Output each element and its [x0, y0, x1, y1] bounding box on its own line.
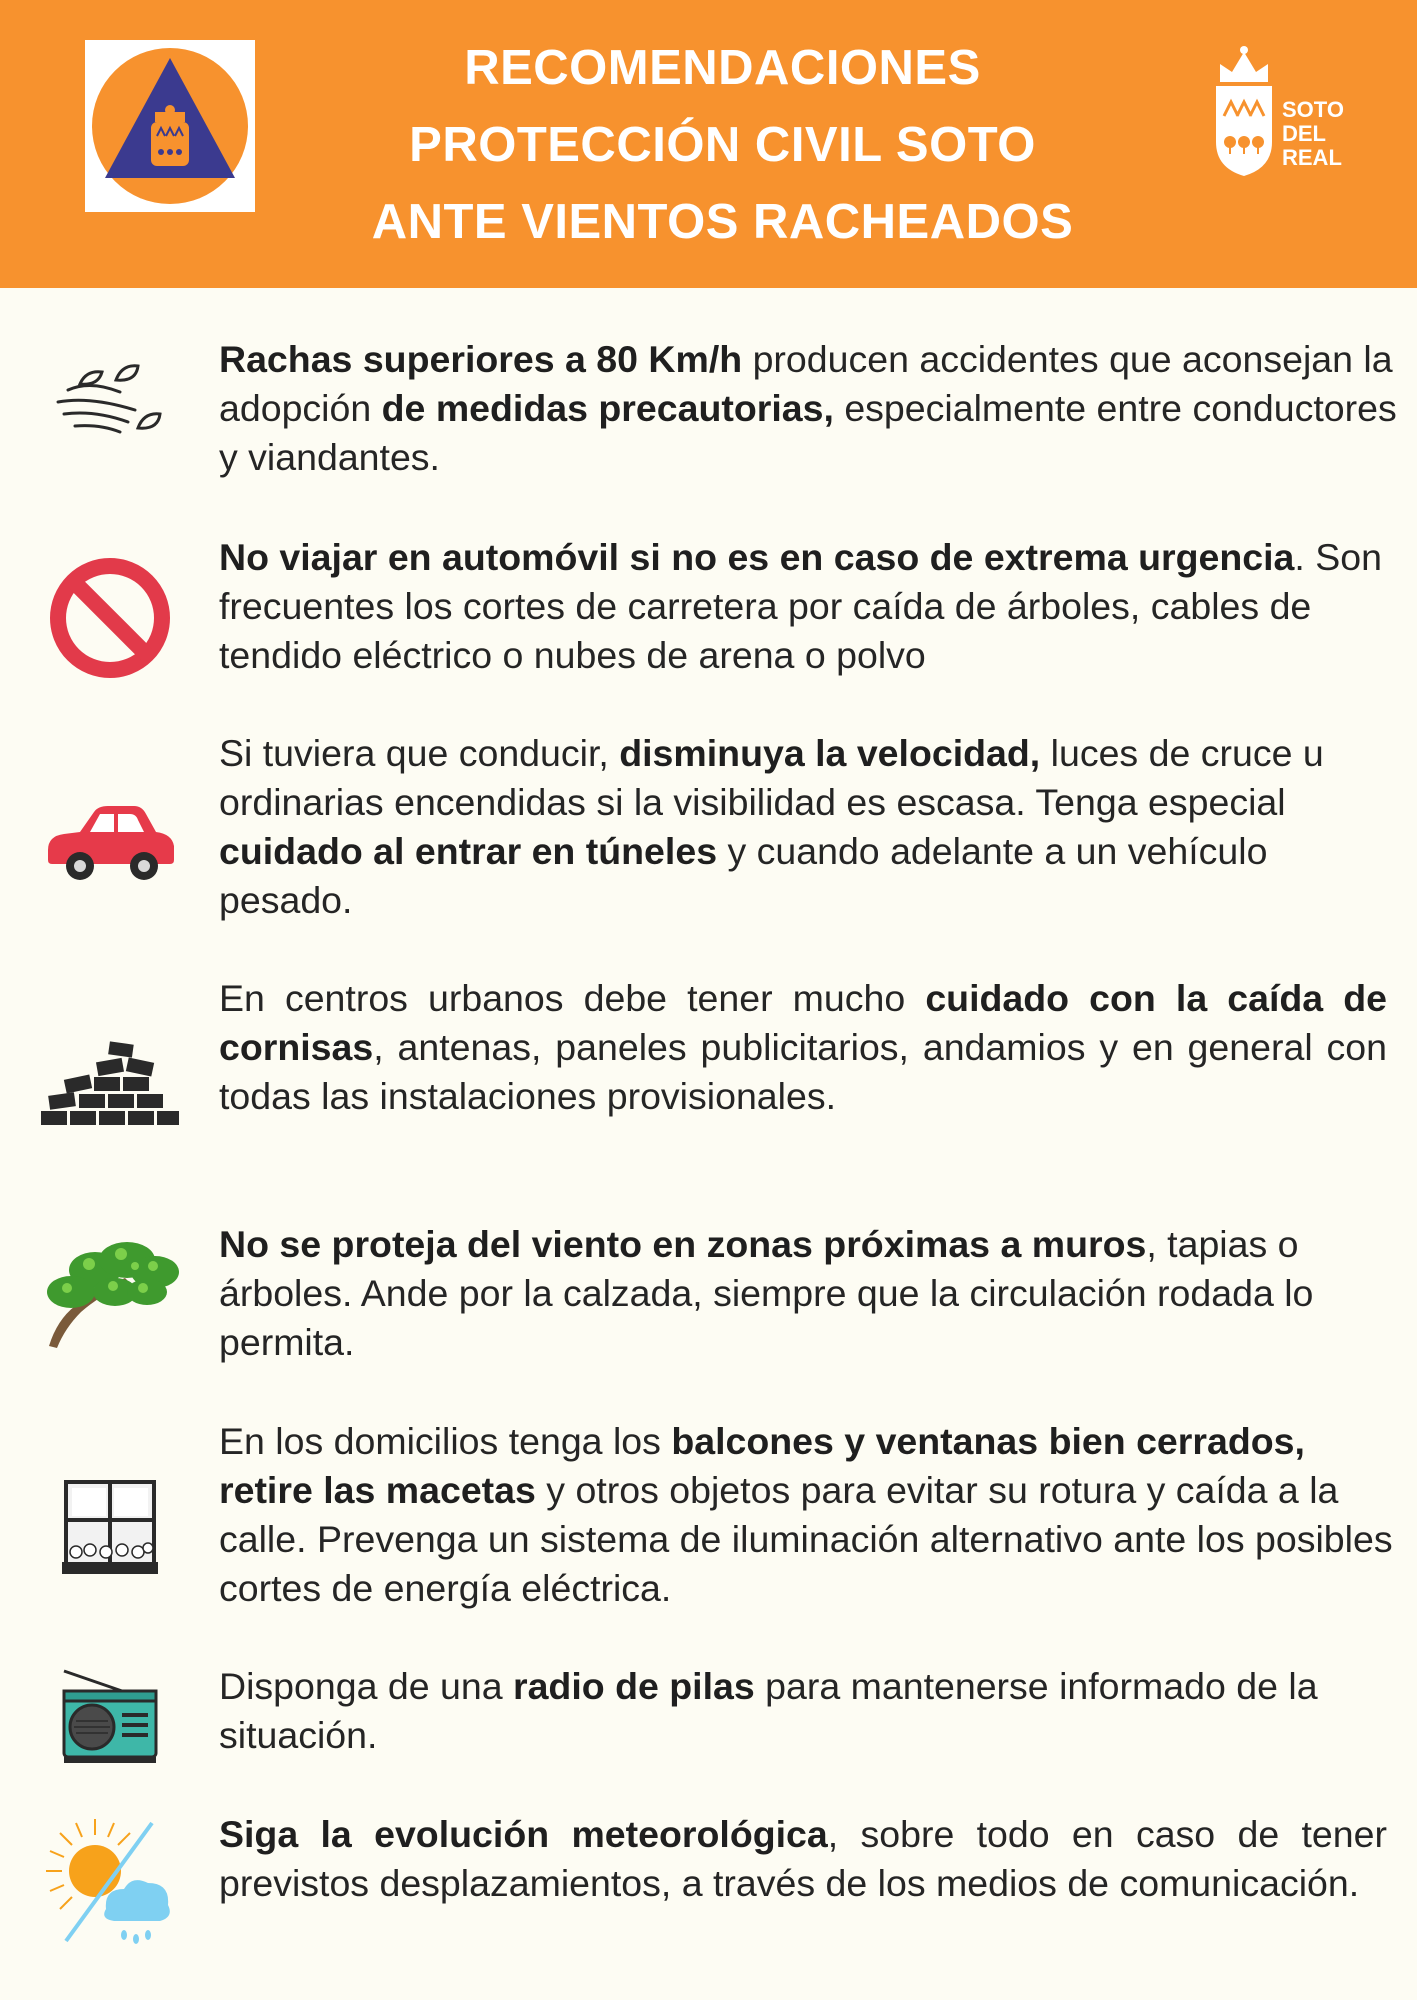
body-text: , antenas, paneles publicitarios, andamios y en general con todas las instalaciones provisionales.	[219, 1026, 1387, 1117]
page-title	[300, 30, 1145, 261]
bold-text: disminuya la velocidad,	[619, 732, 1041, 774]
bold-text: No se proteja del viento en zonas próximas a muros	[219, 1223, 1147, 1265]
body-text: En los domicilios tenga los	[219, 1420, 672, 1462]
bold-text: radio de pilas	[512, 1665, 755, 1707]
weather-icon	[35, 1810, 185, 1955]
body-text: Si tuviera que conducir,	[219, 732, 620, 774]
title-line: RECOMENDACIONES	[464, 41, 981, 95]
body-text: especialmente entre conductores y viandantes.	[219, 387, 1397, 478]
bold-text: cuidado con la caída de cornisas	[219, 977, 1387, 1068]
recommendation-text	[219, 974, 1387, 1121]
recommendation-text	[219, 1662, 1399, 1760]
bold-text: No viajar en automóvil si no es en caso de extrema urgencia	[219, 536, 1295, 578]
prohibited-icon	[35, 553, 185, 683]
bold-text: cuidado al entrar en túneles	[219, 830, 718, 872]
logo-text-del: DEL	[1282, 121, 1326, 146]
bold-text: balcones y ventanas bien cerrados, retire las macetas	[219, 1420, 1305, 1511]
bold-text: Siga la evolución meteorológica	[219, 1813, 828, 1855]
bold-text: Rachas superiores a 80 Km/h	[219, 338, 743, 380]
body-text: , sobre todo en caso de tener previstos desplazamientos, a través de los medios de comunicación.	[219, 1813, 1387, 1904]
soto-del-real-logo	[1210, 42, 1370, 202]
proteccion-civil-logo	[85, 40, 255, 212]
window-icon	[35, 1472, 185, 1592]
body-text: producen accidentes que aconsejan la adopción	[219, 338, 1393, 429]
body-text: , tapias o árboles. Ande por la calzada, siempre que la circulación rodada lo permita.	[219, 1223, 1314, 1363]
title-line: PROTECCIÓN CIVIL SOTO	[409, 118, 1036, 172]
bricks-icon	[35, 1024, 185, 1144]
wind-icon	[35, 335, 185, 465]
body-text: y otros objetos para evitar su rotura y caída a la calle. Prevenga un sistema de iluminación alternativo ante los posibles cortes de energía eléctrica.	[219, 1469, 1393, 1609]
tree-icon	[35, 1220, 185, 1360]
title-line: ANTE VIENTOS RACHEADOS	[371, 195, 1074, 249]
body-text: y cuando adelante a un vehículo pesado.	[219, 830, 1268, 921]
header-band	[0, 0, 1417, 288]
recommendation-text	[219, 533, 1399, 680]
logo-text-soto: SOTO	[1282, 97, 1344, 122]
bold-text: de medidas precautorias,	[381, 387, 834, 429]
recommendation-text	[219, 1220, 1399, 1367]
logo-text-real: REAL	[1282, 145, 1342, 170]
recommendation-text	[219, 335, 1399, 482]
radio-icon	[35, 1662, 185, 1772]
recommendation-text	[219, 729, 1399, 925]
recommendation-text	[219, 1417, 1399, 1613]
body-text: Disponga de una	[219, 1665, 513, 1707]
body-text: para mantenerse informado de la situación.	[219, 1665, 1318, 1756]
body-text: luces de cruce u ordinarias encendidas si la visibilidad es escasa. Tenga especial	[219, 732, 1324, 823]
body-text: . Son frecuentes los cortes de carretera por caída de árboles, cables de tendido eléctrico o nubes de arena o polvo	[219, 536, 1382, 676]
car-icon	[35, 783, 185, 903]
body-text: En centros urbanos debe tener mucho	[219, 977, 926, 1019]
recommendation-text	[219, 1810, 1387, 1908]
